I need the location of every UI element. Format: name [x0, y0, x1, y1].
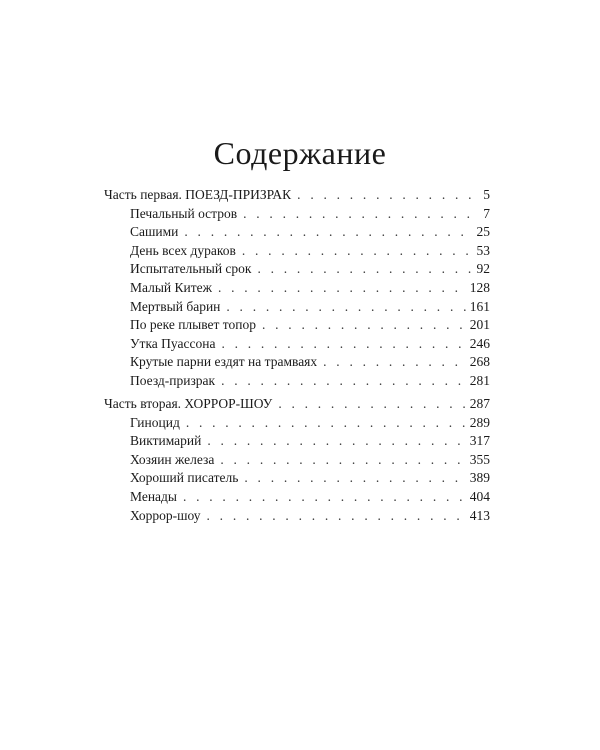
toc-entry[interactable] — [104, 316, 490, 335]
toc-entry-label: Хозяин железа — [130, 451, 215, 467]
toc-page-number: 355 — [469, 451, 490, 467]
dot-leader — [218, 279, 467, 298]
toc-entry-label: Утка Пуассона — [130, 335, 216, 351]
toc-entry[interactable] — [104, 488, 490, 507]
dot-leader — [257, 260, 473, 279]
page-title: Содержание — [213, 135, 387, 172]
toc-entry-label: Гиноцид — [130, 414, 180, 430]
toc-page-number: 289 — [469, 414, 490, 430]
toc-entry-label: Часть первая. ПОЕЗД-ПРИЗРАК — [104, 187, 292, 202]
dot-leader — [226, 298, 466, 317]
toc-entry-label: Хоррор-шоу — [130, 507, 201, 523]
dot-leader — [323, 353, 467, 372]
toc-entry-label: Печальный остров — [130, 205, 238, 221]
dot-leader — [221, 335, 466, 354]
dot-leader — [262, 316, 467, 335]
toc-entry[interactable] — [104, 353, 490, 372]
toc-entry-label: Виктимарий — [130, 433, 202, 449]
toc-entry[interactable] — [104, 260, 490, 279]
toc-page-number: 161 — [469, 298, 490, 314]
dot-leader — [207, 507, 467, 526]
toc-entry-label: Часть вторая. ХОРРОР-ШОУ — [104, 396, 273, 411]
toc-entry[interactable] — [104, 414, 490, 433]
toc-entry-label: Сашими — [130, 224, 179, 240]
toc-page-number: 389 — [469, 470, 490, 486]
dot-leader — [220, 451, 466, 470]
toc-entry-label: Испытательный срок — [130, 261, 252, 277]
toc-part-heading[interactable] — [104, 186, 490, 205]
dot-leader — [242, 242, 474, 261]
dot-leader — [184, 223, 473, 242]
toc-page-number: 92 — [476, 261, 490, 277]
toc-entry-label: Менады — [130, 488, 177, 504]
toc-entry[interactable] — [104, 469, 490, 488]
toc-entry[interactable] — [104, 507, 490, 526]
toc-entry-label: День всех дураков — [130, 242, 236, 258]
dot-leader — [244, 469, 466, 488]
toc-entry[interactable] — [104, 242, 490, 261]
toc-entry-label: Малый Китеж — [130, 279, 212, 295]
toc-page-number: 281 — [469, 372, 490, 388]
toc-entry[interactable] — [104, 279, 490, 298]
toc-entry[interactable] — [104, 335, 490, 354]
toc-page-number: 246 — [469, 335, 490, 351]
dot-leader — [207, 432, 466, 451]
toc-entry[interactable] — [104, 451, 490, 470]
toc-page-number: 53 — [476, 242, 490, 258]
toc-page-number: 201 — [469, 317, 490, 333]
toc-page-number: 404 — [469, 488, 490, 504]
dot-leader — [278, 395, 466, 414]
toc-entry[interactable] — [104, 205, 490, 224]
dot-leader — [221, 372, 467, 391]
toc-part-1 — [104, 186, 490, 391]
toc-page-number: 317 — [469, 433, 490, 449]
toc-page-number: 128 — [469, 279, 490, 295]
toc-entry-label: Мертвый барин — [130, 298, 221, 314]
dot-leader — [243, 205, 480, 224]
toc-entry-label: Крутые парни ездят на трамваях — [130, 354, 318, 370]
toc-entry[interactable] — [104, 298, 490, 317]
toc-part-heading[interactable] — [104, 395, 490, 414]
toc-entry[interactable] — [104, 372, 490, 391]
toc-entry-label: По реке плывет топор — [130, 317, 256, 333]
dot-leader — [297, 186, 480, 205]
toc-page-number: 287 — [469, 396, 490, 411]
dot-leader — [186, 414, 467, 433]
toc-page-number: 413 — [469, 507, 490, 523]
toc-part-2 — [104, 395, 490, 525]
toc-entry-label: Хороший писатель — [130, 470, 239, 486]
toc-page-number: 268 — [469, 354, 490, 370]
toc-page-number: 5 — [483, 187, 490, 202]
toc-page-number: 7 — [483, 205, 490, 221]
toc-entry[interactable] — [104, 223, 490, 242]
toc-entry[interactable] — [104, 432, 490, 451]
toc-page-number: 25 — [476, 224, 490, 240]
toc-entry-label: Поезд-призрак — [130, 372, 216, 388]
dot-leader — [183, 488, 467, 507]
